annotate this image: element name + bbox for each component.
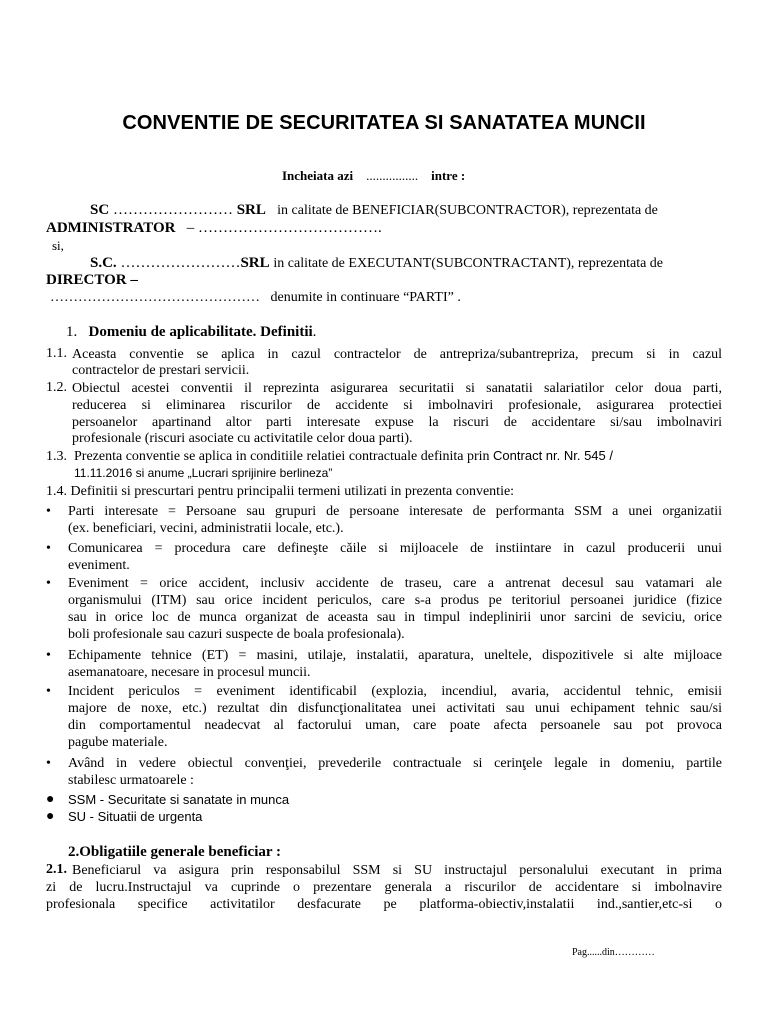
p13-line2: 11.11.2016 si anume „Lucrari sprijinire berlineza” [74,466,333,480]
list-item-line: Comunicarea = procedura care defineşte căile si mijloacele de instiintare in cazul producerii unui [68,541,722,556]
section2-heading: 2.Obligatiile generale beneficiar : [68,844,282,860]
executant-text: in calitate de EXECUTANT(SUBCONTRACTANT), reprezentata de [273,256,664,271]
p12-number: 1.2. [46,380,67,395]
section1-number: 1. [66,324,78,340]
bullet-icon: • [46,504,51,519]
din-dots: ………… [614,947,655,958]
srl2-label: SRL [240,255,270,271]
p21-number: 2.1. [46,862,67,877]
director-label: DIRECTOR – [46,272,138,288]
list-item [46,792,290,808]
sc2-label: S.C. [90,255,117,271]
p21-line3: profesionala specifice activitatilor desfacurate pe platforma-obiectiv,instalatii ind.,santier,etc-si o [46,897,722,912]
srl1-label: SRL [236,202,266,218]
pag-dots: ...... [587,947,602,958]
p11-number: 1.1. [46,346,67,361]
p14-text: Definitii si prescurtari pentru principalii termeni utilizati in prezenta conventie: [70,484,515,499]
page-title: CONVENTIE DE SECURITATEA SI SANATATEA MUNCII [122,112,646,134]
denumite-line [50,290,461,306]
p13-line1 [46,448,613,465]
bullet-icon: • [46,648,51,663]
p11-line2: contractelor de prestari servicii. [72,363,250,378]
party2-line [90,255,663,272]
incheiata-label: Incheiata azi [282,168,354,183]
p12-line3: persoanelor apartinand altor parti interesate expuse la riscuri de accidentare si/sau imbolnaviri [72,415,722,430]
list-item-line: Incident periculos = eveniment identificabil (explozia, incendiul, avaria, accidentul tehnic, emisii [68,684,722,699]
section1-heading [66,324,316,340]
section1-title: Domeniu de aplicabilitate. Definitii [88,324,313,340]
p13-contract: Contract nr. Nr. 545 / [493,448,613,463]
list-item-line: boli profesionale sau cazuri suspecte de boala profesionala). [68,627,405,642]
intre-label: intre : [431,168,466,183]
list-item-line: (ex. beneficiari, vecini, administratii locale, etc.). [68,521,344,536]
list-item-line: eveniment. [68,558,130,573]
bullet-icon: ● [46,792,55,807]
administrator-dash: – [186,220,195,236]
list-item-line: organismului (ITM) sau orice incident periculos, care s-a produs pe teritoriul persoanei juridice (fizice [68,593,722,608]
din-label: din [602,947,615,958]
bullet-icon: • [46,684,51,699]
bullet-icon: ● [46,809,55,824]
list-item-line: asemanatoare, necesare in procesul muncii. [68,665,311,680]
party1-line [90,202,658,219]
sc2-dots: …………………… [120,255,241,271]
p12-line1: Obiectul acestei conventii il reprezinta asigurarea securitatii si sanatatii salariatilor celor doua parti, [72,381,722,396]
p12-line4: profesionale (riscuri asociate cu activitatile celor doua parti). [72,431,413,446]
list-item-line: din comportamentul neadecvat al factorului uman, care poate afecta persoanele sau pot provoca [68,718,722,733]
list-item-line: Echipamente tehnice (ET) = masini, utilaje, instalatii, aparatura, uneltele, dispozitivele si alte mijloace [68,648,722,663]
list-item [46,809,203,825]
p21-line1-text: Beneficiarul va asigura prin responsabilul SSM si SU instructajul personalului executant in prima [72,863,722,878]
p21-line2: zi de lucru.Instructajul va cuprinde o prezentare generala a riscurilor de accidentare si imbolnavire [46,880,722,895]
date-line [282,168,465,184]
sc1-label: SC [90,202,110,218]
beneficiar-text: in calitate de BENEFICIAR(SUBCONTRACTOR), reprezentata de [277,203,658,218]
list-item-line: stabilesc urmatoarele : [68,773,194,788]
administrator-line [46,220,382,236]
list-item-line: majore de noxe, etc.) rezultat din disfuncţionalitatea unei activitati sau unui echipament tehnic sau/si [68,701,722,716]
list-item-line: pagube materiale. [68,735,168,750]
su-text: SU - Situatii de urgenta [68,809,203,824]
p21-line1 [46,862,67,878]
bullet-icon: • [46,756,51,771]
director-line [46,272,138,288]
section1-title-dot: . [312,324,317,340]
list-item-line: Având in vedere obiectul convenţiei, prevederile contractuale si cerinţele legale in domeniu, partile [68,756,722,771]
date-dots: ................ [366,168,419,183]
sc1-dots: …………………… [112,202,233,218]
p13-text: Prezenta conventie se aplica in conditiile relatiei contractuale definita prin [74,449,490,464]
p12-line2: reducerea si eliminarea riscurilor de accidente si imbolnaviri profesionale, asigurarea protectiei [72,398,722,413]
ssm-text: SSM - Securitate si sanatate in munca [68,792,290,807]
bullet-icon: • [46,541,51,556]
administrator-label: ADMINISTRATOR [46,220,176,236]
pag-label: Pag [572,947,587,958]
page-number-footer [572,947,655,958]
list-item-line: sau in orice loc de munca organizat de aceasta sau in timpul indeplinirii unor sarcini de seviciu, orice [68,610,722,625]
p14-number: 1.4. [46,484,67,499]
list-item-line: Parti interesate = Persoane sau grupuri de persoane interesate de performanta SSM a unei organizatii [68,504,722,519]
list-item-line: Eveniment = orice accident, inclusiv accidente de traseu, care a antrenat decesul sau vatamari ale [68,576,722,591]
p11-line1: Aceasta conventie se aplica in cazul contractelor de antrepriza/subantrepriza, precum si in cazul [72,347,722,362]
bullet-icon: • [46,576,51,591]
director-dots: ……………………………………… [50,290,260,305]
p14-line [46,484,514,500]
administrator-dots: ………………………………. [197,220,382,236]
denumite-text: denumite in continuare “PARTI” . [270,290,461,305]
si-text: si, [52,238,64,253]
p13-number: 1.3. [46,449,67,464]
